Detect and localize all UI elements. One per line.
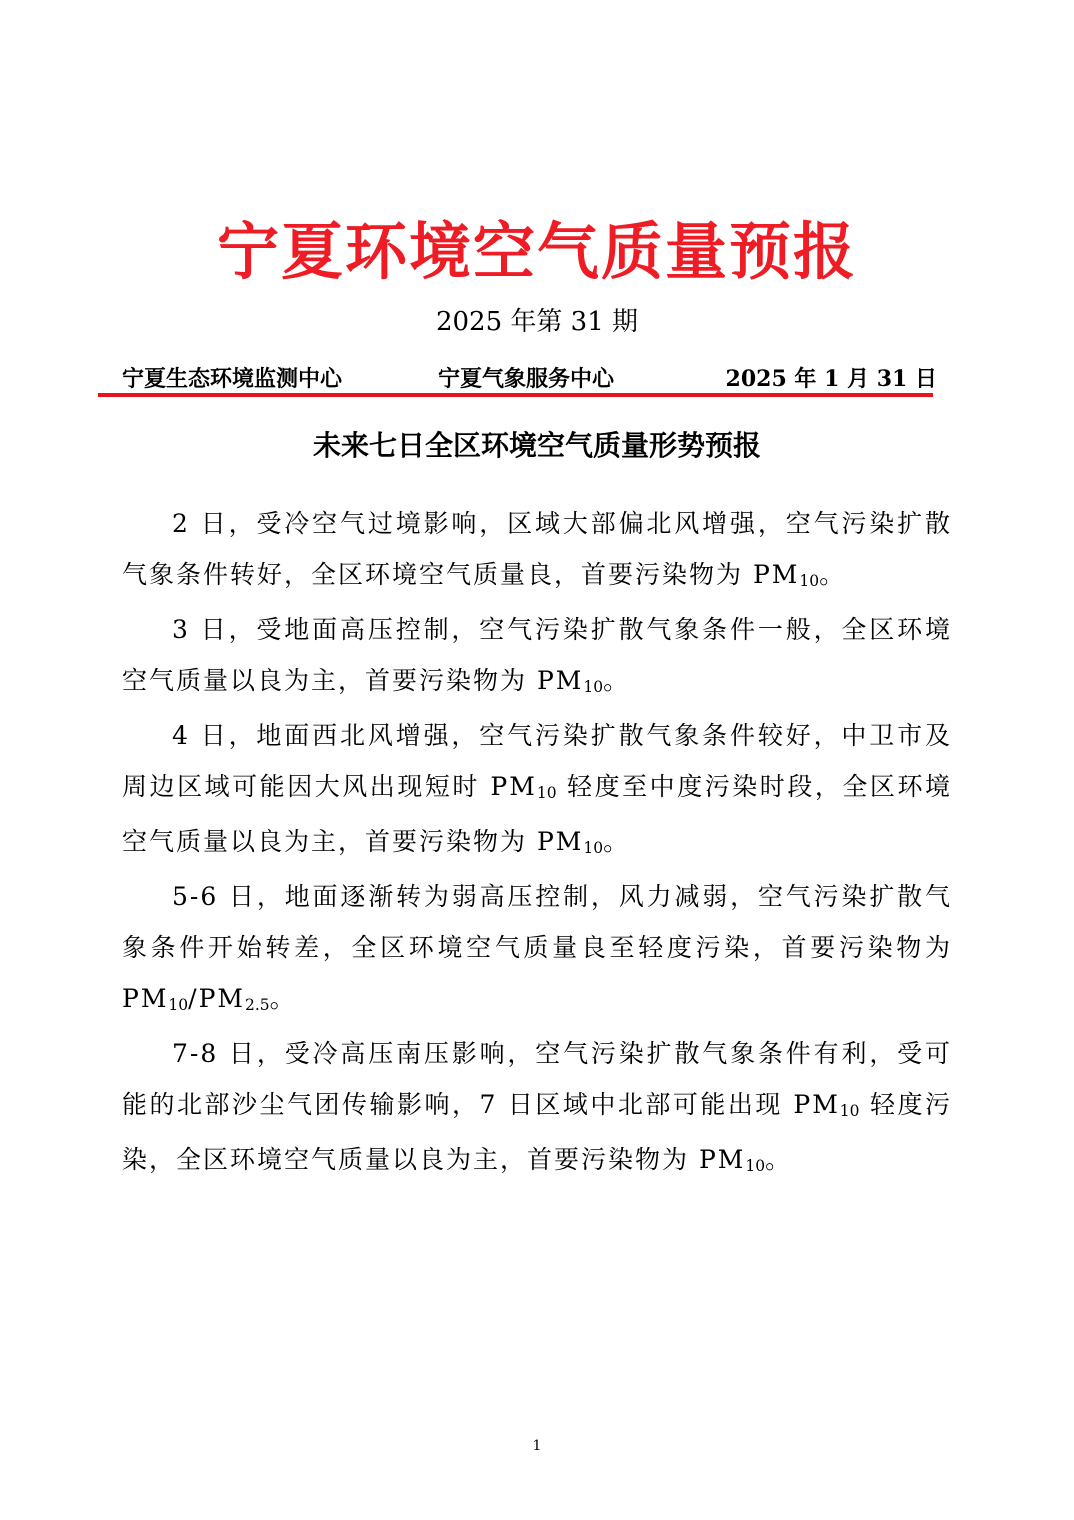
header-red-rule [98, 393, 933, 397]
issue-number: 2025 年第 31 期 [435, 307, 639, 337]
forecast-paragraph-day-2: 2 日，受冷空气过境影响，区域大部偏北风增强，空气污染扩散气象条件转好，全区环境空气质量良，首要污染物为 $PM_{10}$。 [122, 509, 952, 591]
forecast-paragraph-day-7-8: 7-8 日，受冷高压南压影响，空气污染扩散气象条件有利，受可能的北部沙尘气团传输影响，7 日区域中北部可能出现 $PM_{10}$ 轻度污染，全区环境空气质量以良为主，首要污染物为 $PM_{10}$。 [122, 1039, 952, 1176]
issue-date: 2025 年 1 月 31 日 [725, 366, 937, 392]
forecast-paragraph-day-4: 4 日，地面西北风增强，空气污染扩散气象条件较好，中卫市及周边区域可能因大风出现短时 $PM_{10}$ 轻度至中度污染时段，全区环境空气质量以良为主，首要污染物为 $PM_{10}$。 [122, 721, 952, 858]
forecast-paragraph-day-3: 3 日，受地面高压控制，空气污染扩散气象条件一般，全区环境空气质量以良为主，首要污染物为 $PM_{10}$。 [122, 615, 952, 697]
issuer-meteorological-center: 宁夏气象服务中心 [438, 366, 615, 392]
page-number: 1 [532, 1438, 542, 1454]
issuer-row [122, 362, 937, 396]
forecast-body [122, 498, 952, 1189]
forecast-paragraph-day-5-6: 5-6 日，地面逐渐转为弱高压控制，风力减弱，空气污染扩散气象条件开始转差，全区环境空气质量良至轻度污染，首要污染物为 $PM_{10}/PM_{2.5}$。 [122, 882, 952, 1015]
masthead-title: 宁夏环境空气质量预报 [216, 215, 857, 288]
issuer-monitoring-center: 宁夏生态环境监测中心 [122, 366, 343, 392]
section-title: 未来七日全区环境空气质量形势预报 [312, 429, 761, 462]
